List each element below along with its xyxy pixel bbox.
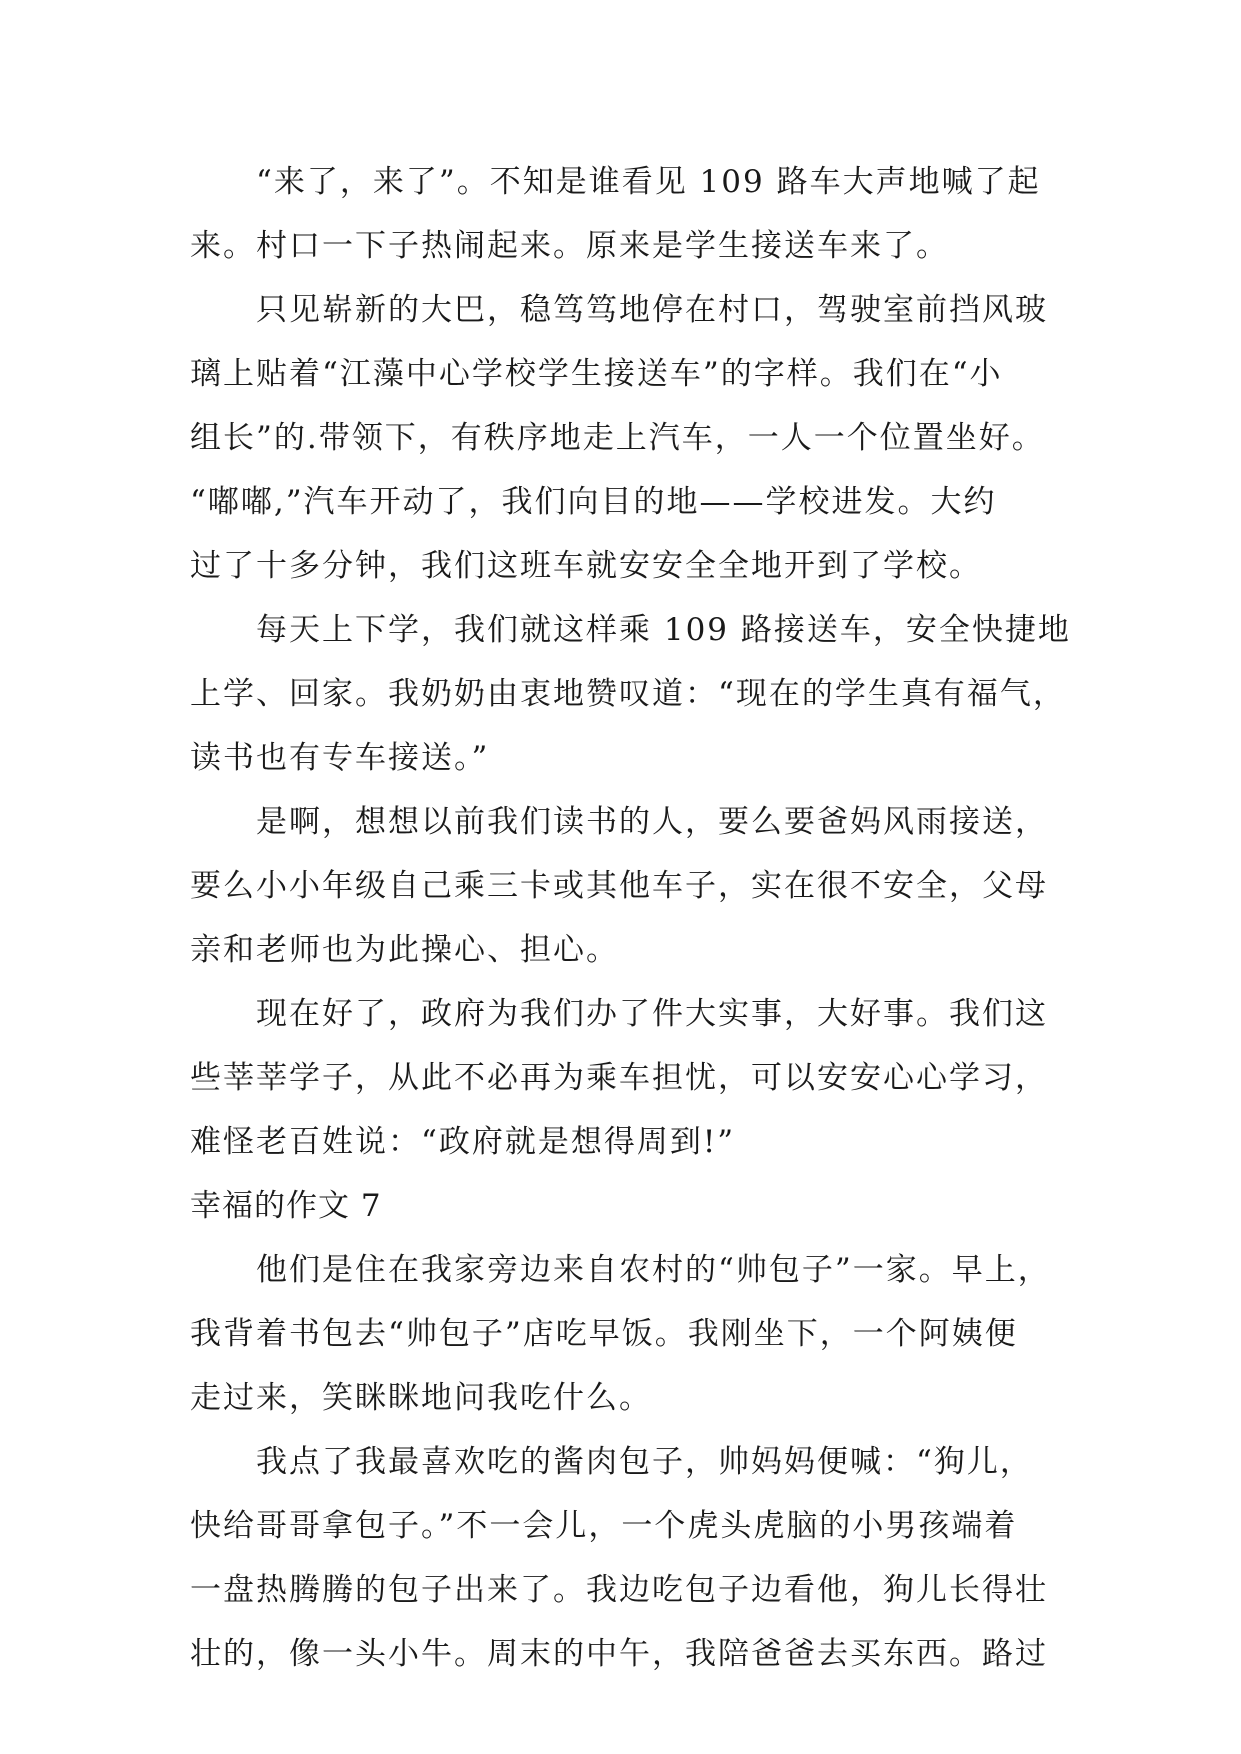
text-line: 壮的，像一头小牛。周末的中午，我陪爸爸去买东西。路过 bbox=[190, 1636, 1048, 1672]
text-line: 现在好了，政府为我们办了件大实事，大好事。我们这 bbox=[256, 996, 1048, 1032]
text-line: 要么小小年级自己乘三卡或其他车子，实在很不安全，父母 bbox=[190, 868, 1048, 904]
text-line: 读书也有专车接送。” bbox=[190, 740, 490, 776]
text-line: 来。村口一下子热闹起来。原来是学生接送车来了。 bbox=[190, 228, 949, 264]
text-line: 只见崭新的大巴，稳笃笃地停在村口，驾驶室前挡风玻 bbox=[256, 292, 1048, 328]
section-heading: 幸福的作文 7 bbox=[190, 1188, 382, 1224]
text-line: 亲和老师也为此操心、担心。 bbox=[190, 932, 619, 968]
text-line: 一盘热腾腾的包子出来了。我边吃包子边看他，狗儿长得壮 bbox=[190, 1572, 1048, 1608]
text-line: 我背着书包去“帅包子”店吃早饭。我刚坐下，一个阿姨便 bbox=[190, 1316, 1018, 1352]
text-line: 组长”的.带领下，有秩序地走上汽车，一人一个位置坐好。 bbox=[190, 420, 1045, 456]
text-line: 璃上贴着“江藻中心学校学生接送车”的字样。我们在“小 bbox=[190, 356, 1003, 392]
text-line: “嘟嘟,”汽车开动了，我们向目的地——学校进发。大约 bbox=[190, 484, 997, 520]
text-line: 每天上下学，我们就这样乘 109 路接送车，安全快捷地 bbox=[256, 612, 1071, 648]
text-line: 上学、回家。我奶奶由衷地赞叹道：“现在的学生真有福气， bbox=[190, 676, 1066, 712]
text-line: 他们是住在我家旁边来自农村的“帅包子”一家。早上， bbox=[256, 1252, 1051, 1288]
text-line: “来了，来了”。不知是谁看见 109 路车大声地喊了起 bbox=[256, 164, 1041, 200]
text-line: 快给哥哥拿包子。”不一会儿，一个虎头虎脑的小男孩端着 bbox=[190, 1508, 1018, 1544]
text-line: 过了十多分钟，我们这班车就安安全全地开到了学校。 bbox=[190, 548, 982, 584]
document-body bbox=[190, 150, 1090, 1686]
text-line: 是啊，想想以前我们读书的人，要么要爸妈风雨接送， bbox=[256, 804, 1048, 840]
text-line: 我点了我最喜欢吃的酱肉包子，帅妈妈便喊：“狗儿， bbox=[256, 1444, 1033, 1480]
text-line: 些莘莘学子，从此不必再为乘车担忧，可以安安心心学习， bbox=[190, 1060, 1048, 1096]
text-line: 走过来，笑眯眯地问我吃什么。 bbox=[190, 1380, 652, 1416]
text-line: 难怪老百姓说：“政府就是想得周到!” bbox=[190, 1124, 736, 1160]
